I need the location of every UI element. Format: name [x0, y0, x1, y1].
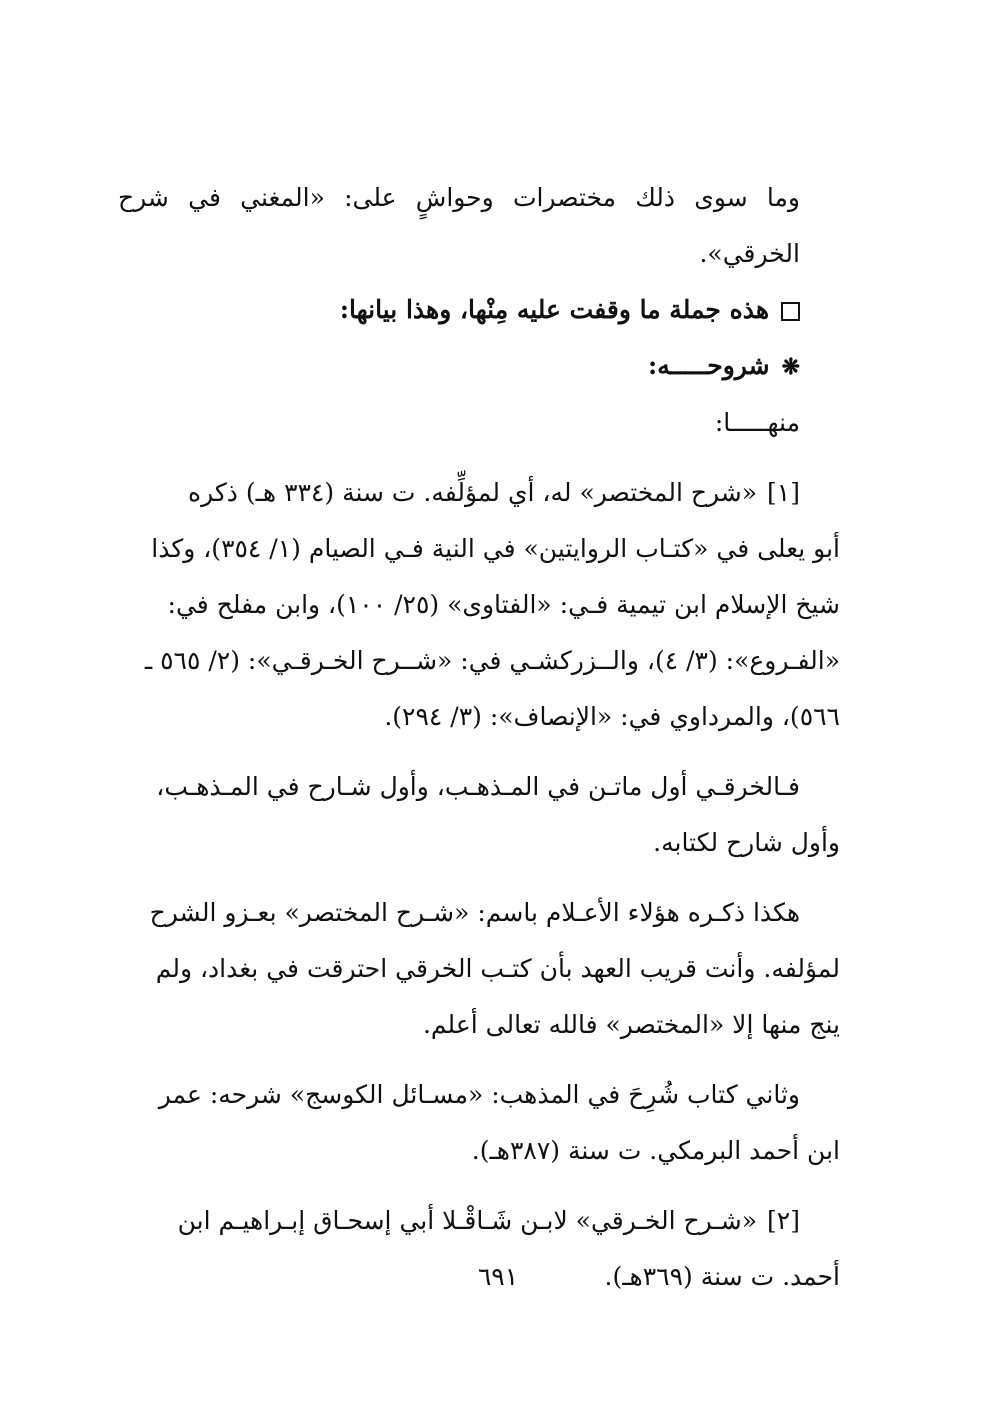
paragraph-3-line-1: وثاني كتاب شُرِحَ في المذهب: «مسـائل الكوسج» شرحه: عمر: [158, 1080, 800, 1109]
paragraph-3-line-2: ابن أحمد البرمكي. ت سنة (٣٨٧هـ).: [471, 1136, 840, 1165]
paragraph-2: [118, 885, 840, 1053]
document-body: [118, 170, 840, 1305]
paragraph-1: [118, 759, 840, 871]
list-heading: [118, 282, 840, 338]
paragraph-1-line-2: وأول شارح لكتابه.: [653, 828, 840, 857]
entry-1-number: [١]: [767, 478, 800, 507]
entry-2-number: [٢]: [767, 1206, 800, 1235]
paragraph-1-line-1: فـالخرقـي أول ماتـن في المـذهـب، وأول شـارح في المـذهـب،: [156, 772, 800, 801]
paragraph-3: [118, 1067, 840, 1179]
list-heading-text: هذه جملة ما وقفت عليه مِنْها، وهذا بيانها:: [339, 295, 769, 324]
entry-1-line-1-text: «شرح المختصر» له، أي لمؤلِّفه. ت سنة (٣٣٤ هـ) ذكره: [187, 478, 758, 507]
entry-1: [118, 465, 840, 745]
page-number: ٦٩١: [477, 1262, 519, 1291]
entry-1-line-5: ٥٦٦)، والمرداوي في: «الإنصاف»: (٣/ ٢٩٤).: [384, 702, 840, 731]
section-title-text: شروحـــــه:: [648, 351, 770, 380]
entry-1-line-2: أبو يعلى في «كتـاب الروايتين» في النية فـي الصيام (١/ ٣٥٤)، وكذا: [151, 534, 840, 563]
paragraph-2-line-3: ينج منها إلا «المختصر» فالله تعالى أعلم.: [422, 1010, 840, 1039]
paragraph-2-line-2: لمؤلفه. وأنت قريب العهد بأن كتـب الخرقي احترقت في بغداد، ولم: [155, 954, 840, 983]
entry-2-line-2: أحمد. ت سنة (٣٦٩هـ).: [604, 1262, 840, 1291]
checkbox-square-icon: [781, 302, 800, 321]
entry-1-line-1: [118, 465, 840, 521]
section-title: [118, 338, 840, 395]
entry-2-line-1: [118, 1193, 840, 1249]
paragraph-2-line-1: هكذا ذكـره هؤلاء الأعـلام باسم: «شـرح المختصر» بعـزو الشرح: [149, 898, 800, 927]
subsection-title: منهـــــا:: [714, 408, 800, 437]
entry-1-line-3: شيخ الإسلام ابن تيمية فـي: «الفتاوى» (٢٥/ ١٠٠)، وابن مفلح في:: [167, 590, 840, 619]
entry-1-line-4: «الفـروع»: (٣/ ٤)، والــزركشـي في: «شــرح الخـرقـي»: (٢/ ٥٦٥ ـ: [144, 646, 840, 675]
intro-paragraph: وما سوى ذلك مختصرات وحواشٍ على: «المغني في شرح الخرقي».: [118, 183, 800, 268]
asterisk-icon: ❋: [781, 354, 800, 380]
entry-2-line-1-text: «شـرح الخـرقي» لابـن شَـاقْـلا أبي إسحـاق إبـراهيـم ابن: [177, 1206, 758, 1235]
